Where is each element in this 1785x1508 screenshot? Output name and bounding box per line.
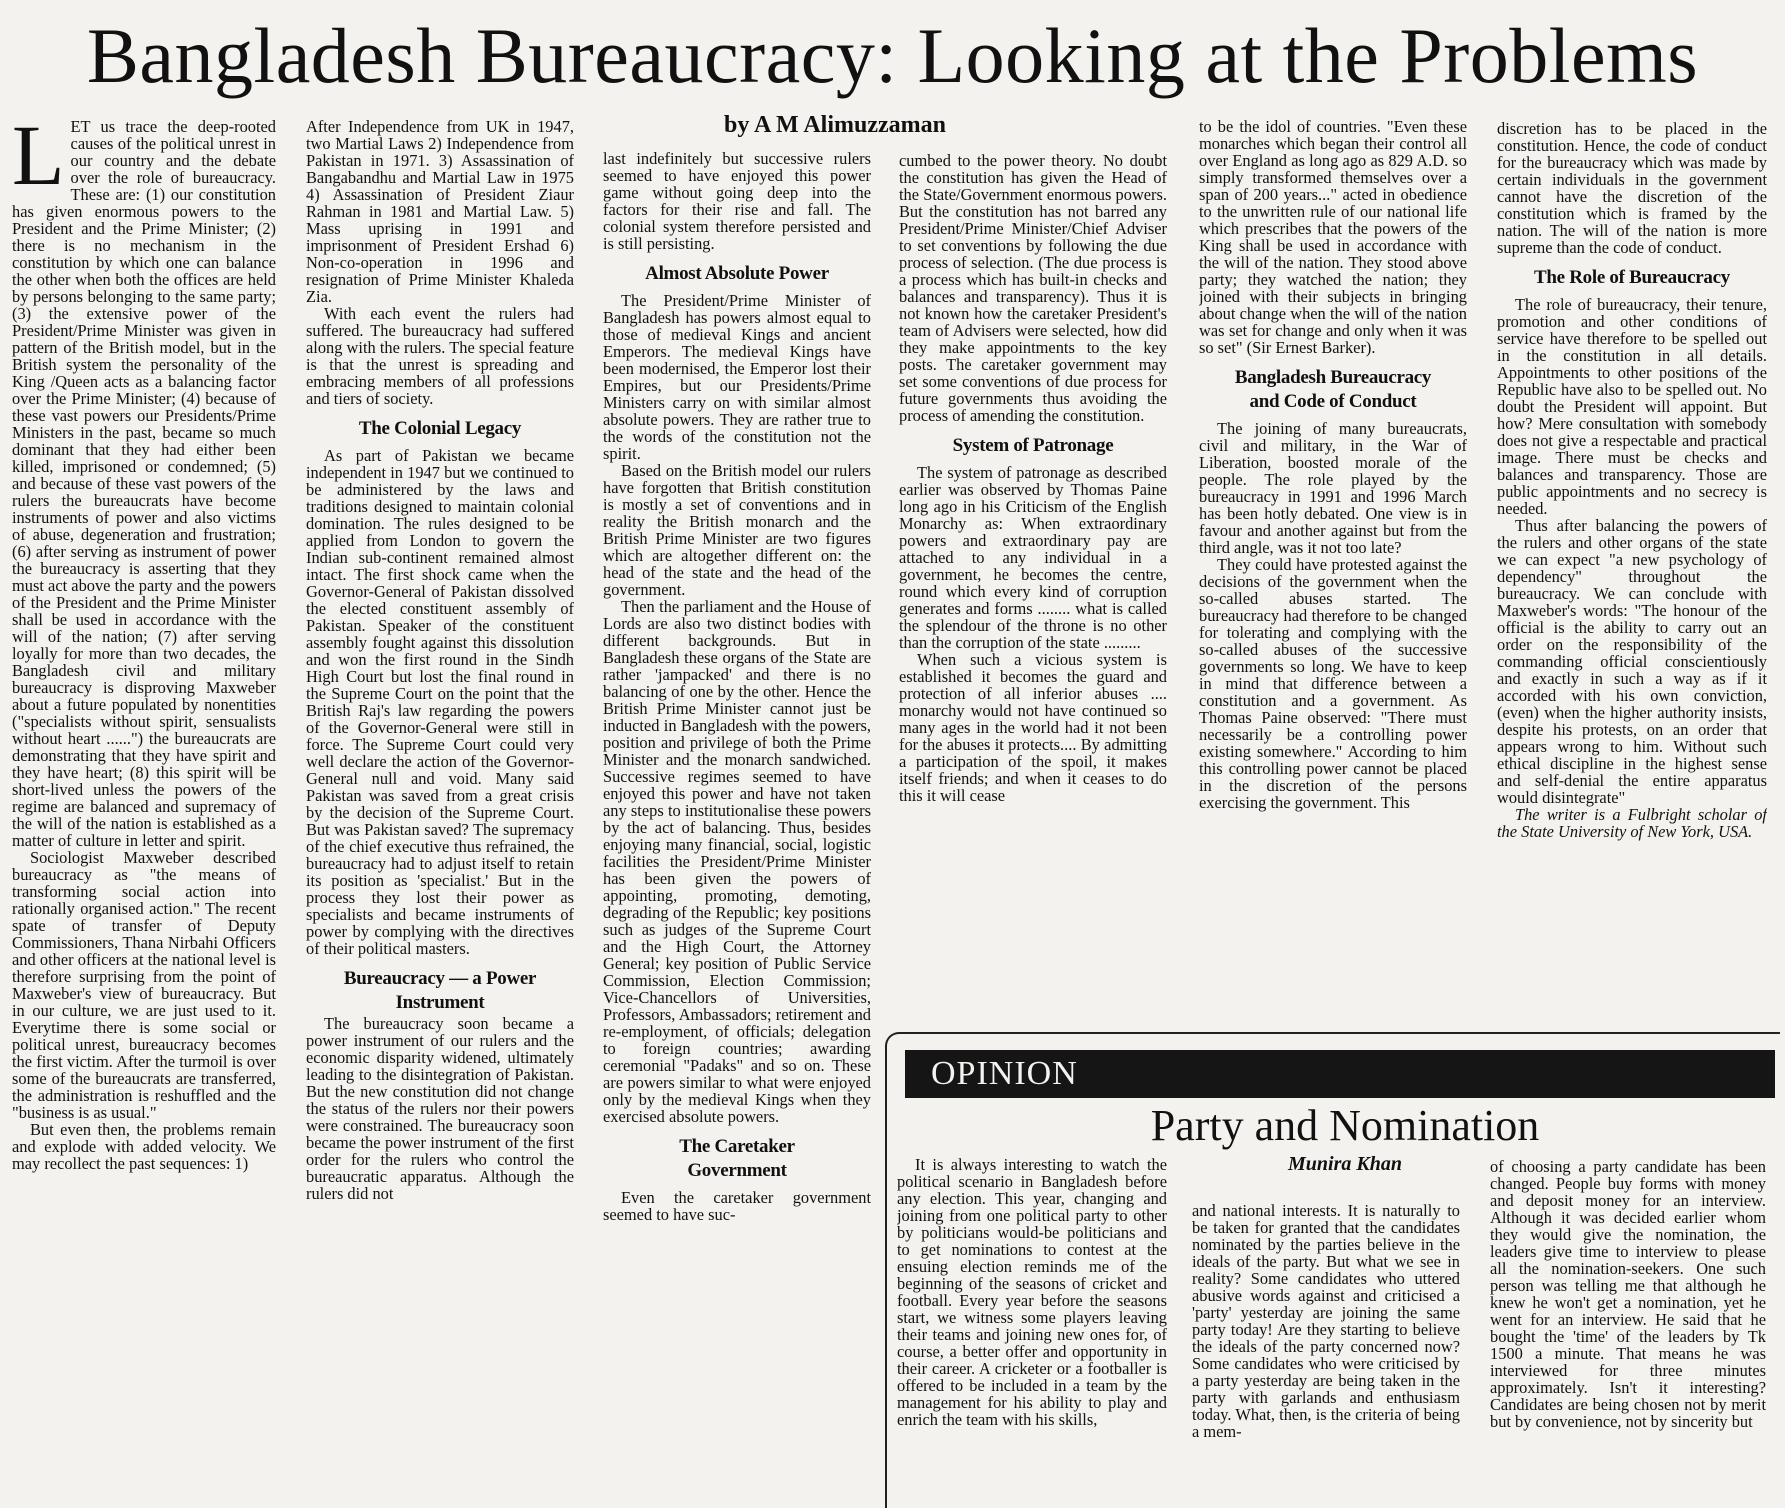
article-paragraph: discretion has to be placed in the constitution. Hence, the code of conduct for the bureaucracy which was made by certain individuals in the government cannot have the discretion of the constitution which is framed by the nation. The will of the nation is more supreme than the code of conduct. xyxy=(1497,120,1767,257)
article-paragraph: With each event the rulers had suffered. The bureaucracy had suffered along with the rulers. The special feature is that the unrest is spreading and embracing members of all professions and tiers of society. xyxy=(306,304,574,408)
article-paragraph: When such a vicious system is established it becomes the guard and protection of all inferior abuses .... monarchy would not have continued so many ages in the world had it not been for the abuses it protects.... By admitting a participation of the spoil, it makes itself friends; and when it ceases to do this it will cease xyxy=(899,650,1167,805)
section-heading: Bangladesh Bureaucracy and Code of Conduct xyxy=(1234,367,1432,412)
opinion-author: Munira Khan xyxy=(1288,1153,1402,1175)
article-paragraph: The system of patronage as described earlier was observed by Thomas Paine long ago in his Criticism of the English Monarchy as: When extraordinary powers and extraordinary pay are attached to any individual in a government, he becomes the centre, round which every kind of corruption generates and forms ........ what is called the splendour of the throne is no other than the corruption of the state ......... xyxy=(899,463,1167,652)
headline: Bangladesh Bureaucracy: Looking at the Problems xyxy=(86,12,1699,99)
article-column-3 xyxy=(603,150,871,1508)
article-column-5 xyxy=(1199,118,1467,1024)
article-paragraph: Based on the British model our rulers have forgotten that British constitution is mostly a set of conventions and in reality the British monarch and the British Prime Minister are two figures which are altogether different on: the head of the state and the head of the government. xyxy=(603,461,871,599)
article-paragraph: The joining of many bureaucrats, civil and military, in the War of Liberation, boosted morale of the people. The role played by the bureaucracy in 1991 and 1996 March has been hotly debated. One view is in favour and another against but from the third angle, was it not too late? xyxy=(1199,419,1467,557)
opinion-label: OPINION xyxy=(931,1055,1078,1092)
article-paragraph: The bureaucracy soon became a power instrument of our rulers and the economic disparity widened, ultimately leading to the disintegration of Pakistan. But the new constitution did not change the status of the rulers nor their powers were constrained. The bureaucracy soon became the power instrument of the first order for the rulers who control the bureaucratic apparatus. Although the rulers did not xyxy=(306,1014,574,1203)
article-paragraph: Even the caretaker government seemed to have suc- xyxy=(603,1188,871,1224)
section-heading: Bureaucracy — a Power Instrument xyxy=(343,968,537,1013)
opinion-banner xyxy=(905,1050,1775,1098)
article-paragraph: Thus after balancing the powers of the rulers and other organs of the state we can expect "a new psychology of dependency" throughout the bureaucracy. We can conclude with Maxweber's words: "The honour of the official is the ability to carry out an order on the responsibility of the commanding official conscientiously and exactly in such a way as if it accorded with his own conviction, (even) when the higher authority insists, despite his protests, on an order that appears wrong to him. Without such ethical discipline in the highest sense and self-denial the entire apparatus would disintegrate" xyxy=(1497,516,1767,807)
article-paragraph: Then the parliament and the House of Lords are also two distinct bodies with different backgrounds. But in Bangladesh these organs of the State are rather 'jampacked' and there is no balancing of one by the other. Hence the British Prime Minister cannot just be inducted in Bangladesh with the powers, position and privilege of both the Prime Minister and the monarch sandwiched. Successive regimes seemed to have enjoyed this power and have not taken any steps to institutionalise these powers by the act of balancing. Thus, besides enjoying many financial, social, logistic facilities the President/Prime Minister has been given the powers of appointing, promoting, demoting, degrading of the Republic; key positions such as judges of the Supreme Court and the High Court, the Attorney General; key position of Public Service Commission, Election Commission; Vice-Chancellors of Universities, Professors, Ambassadors; retirement and re-employment, of officials; delegation to foreign countries; awarding ceremonial "Padaks" and so on. These are powers similar to what were enjoyed only by the medieval Kings when they exercised absolute powers. xyxy=(603,597,871,1126)
author-note: The writer is a Fulbright scholar of the State University of New York, USA. xyxy=(1497,805,1767,841)
article-column-6 xyxy=(1497,120,1767,1024)
article-paragraph: The role of bureaucracy, their tenure, promotion and other conditions of service have therefore to be spelled out in the constitution in all details. Appointments to other positions of the Republic have also to be spelled out. No doubt the President will appoint. But how? Mere consultation with somebody does not give a respectable and practical image. There must be checks and balances and transparency. Those are public appointments and no secrecy is needed. xyxy=(1497,295,1767,518)
article-paragraph: to be the idol of countries. "Even these monarches which began their control all over England as long ago as 829 A.D. so simply transformed themselves over a span of 200 years..." acted in obedience to the unwritten rule of our national life which prescribes that the powers of the King shall be used in accordance with the will of the nation. They stood above party; they watched the nation; they joined with their subjects in bringing about change when the will of the nation was set for change and only when it was so set" (Sir Ernest Barker). xyxy=(1199,118,1467,357)
opinion-title: Party and Nomination xyxy=(1150,1101,1540,1150)
section-heading: The Colonial Legacy xyxy=(358,418,522,439)
opinion-column-1 xyxy=(897,1156,1167,1508)
section-heading: The Role of Bureaucracy xyxy=(1534,267,1730,288)
opinion-column-2 xyxy=(1192,1202,1460,1508)
section-heading: Almost Absolute Power xyxy=(645,263,829,284)
article-paragraph: LET us trace the deep-rooted causes of the political unrest in our country and the debate over the role of bureaucracy. These are: (1) our constitution has given enormous powers to the President and the Prime Minister; (2) there is no mechanism in the constitution by which one can balance the other when both the offices are held by persons belonging to the same party; (3) the extensive power of the President/Prime Minister was given in pattern of the British model, but in the British system the personality of the King /Queen acts as a balancing factor over the Prime Minister; (4) because of these vast powers our Presidents/Prime Ministers in the past, became so much dominant that they had either been killed, imprisoned or condemned; (5) and because of these vast powers of the rulers the bureaucrats have become instruments of power and also victims of abuse, degeneration and frustration; (6) after serving as instrument of power the bureaucracy is asserting that they must act above the party and the powers of the President and the Prime Minister shall be used in accordance with the will of the nation; (7) after serving loyally for more than two decades, the Bangladesh civil and military bureaucracy is disproving Maxweber about a future populated by nonentities ("specialists without spirit, sensualists without heart ......") the bureaucrats are demonstrating that they have spirit and they have heart; (8) this spirit will be short-lived unless the powers of the regime are balanced and supremacy of the will of the nation is established as a matter of culture in letter and spirit. xyxy=(12,118,276,850)
opinion-column-3 xyxy=(1490,1158,1766,1508)
article-paragraph: The President/Prime Minister of Bangladesh has powers almost equal to those of medieval Kings and ancient Emperors. The medieval Kings have been modernised, the Emperor lost their Empires, but our Presidents/Prime Ministers carry on with similar almost absolute powers. They are rather true to the words of the constitution not the spirit. xyxy=(603,291,871,463)
opinion-paragraph: of choosing a party candidate has been changed. People buy forms with money and deposit money for an interview. Although it was decided earlier whom they would give the nomination, the leaders give time to interview to please all the nomination-seekers. One such person was telling me that although he knew he won't get a nomination, yet he went for an interview. He said that he bought the 'time' of the leaders by Tk 1500 a minute. That means he was interviewed for three minutes approximately. Isn't it interesting? Candidates are being chosen not by merit but by convenience, not by sincerity but xyxy=(1490,1158,1766,1431)
article-paragraph: As part of Pakistan we became independent in 1947 but we continued to be administered by the laws and traditions designed to maintain colonial domination. The rules designed to be applied from London to govern the Indian sub-continent remained almost intact. The first shock came when the Governor-General of Pakistan dissolved the elected constituent assembly of Pakistan. Speaker of the constituent assembly fought against this dissolution and won the first round in the Sindh High Court but lost the final round in the Supreme Court on the point that the British Raj's law regarding the powers of the Governor-General were still in force. The Supreme Court could very well declare the action of the Governor-General null and void. Many said Pakistan was saved from a great crisis by the decision of the Supreme Court. But was Pakistan saved? The supremacy of the chief executive thus refrained, the bureaucracy had to adjust itself to retain its position as 'specialist.' But in the process they lost their power as specialists and became instruments of power by complying with the directives of their political masters. xyxy=(306,446,574,958)
article-paragraph: After Independence from UK in 1947, two Martial Laws 2) Independence from Pakistan in 1971. 3) Assassination of Bangabandhu and Martial Law in 1975 4) Assassination of President Ziaur Rahman in 1981 and Martial Law. 5) Mass uprising in 1991 and imprisonment of President Ershad 6) Non-co-operation in 1996 and resignation of Prime Minister Khaleda Zia. xyxy=(306,118,574,306)
article-column-1 xyxy=(12,118,276,1508)
opinion-paragraph: and national interests. It is naturally to be taken for granted that the candidates nominated by the parties believe in the ideals of the party. But what we see in reality? Some candidates who uttered abusive words against and criticised a 'party' yesterday are joining the same party today! Are they starting to believe the ideals of the party concerned now? Some candidates who were criticised by a party yesterday are being taken in the party with garlands and enthusiasm today. What, then, is the criteria of being a mem- xyxy=(1192,1202,1460,1441)
article-paragraph: They could have protested against the decisions of the government when the so-called abuses started. The bureaucracy had therefore to be changed for tolerating and complying with the so-called abuses of the successive governments so long. We have to keep in mind that difference between a constitution and a government. As Thomas Paine observed: "There must necessarily be a controlling power existing somewhere." According to him this controlling power cannot be placed in the discretion of the persons exercising the government. This xyxy=(1199,555,1467,812)
article-paragraph: last indefinitely but successive rulers seemed to have enjoyed this power game without going deep into the factors for their rise and fall. The colonial system therefore persisted and is still persisting. xyxy=(603,150,871,253)
article-paragraph: But even then, the problems remain and explode with added velocity. We may recollect the past sequences: 1) xyxy=(12,1120,276,1173)
article-paragraph: cumbed to the power theory. No doubt the constitution has given the Head of the State/Government enormous powers. But the constitution has not barred any President/Prime Minister/Chief Adviser to set conventions by following the due process of selection. (The due process is a process which has built-in checks and balances and transparency). Thus it is not known how the caretaker President's team of Advisers were selected, how did they make appointments to the key posts. The caretaker government may set some conventions of due process for future governments thus avoiding the process of amending the constitution. xyxy=(899,152,1167,425)
article-column-4 xyxy=(899,152,1167,1024)
byline: by A M Alimuzzaman xyxy=(723,112,946,138)
drop-cap: L xyxy=(12,118,65,203)
article-paragraph: Sociologist Maxweber described bureaucracy as "the means of transforming social action into rationally organised action." The recent spate of transfer of Deputy Commissioners, Thana Nirbahi Officers and other officers at the national level is therefore surprising from the point of Maxweber's view of bureaucracy. But in our culture, we are just used to it. Everytime there is some social or political unrest, bureaucracy becomes the first victim. After the turmoil is over some of the bureaucrats are transferred, the administration is reshuffled and the "business is as usual." xyxy=(12,848,276,1122)
section-heading: System of Patronage xyxy=(952,435,1114,456)
article-column-2 xyxy=(306,118,574,1508)
section-heading: The Caretaker Government xyxy=(679,1136,795,1181)
opinion-paragraph: It is always interesting to watch the political scenario in Bangladesh before any election. This year, changing and joining from one political party to other by politicians would-be politicians and to get nominations to contest at the ensuing election reminds me of the beginning of the seasons of cricket and football. Every year before the seasons start, we witness some players leaving their teams and joining new ones for, of course, a better offer and opportunity in their career. A cricketer or a footballer is offered to be included in a team by the management for his ability to play and enrich the team with his skills, xyxy=(897,1156,1167,1429)
